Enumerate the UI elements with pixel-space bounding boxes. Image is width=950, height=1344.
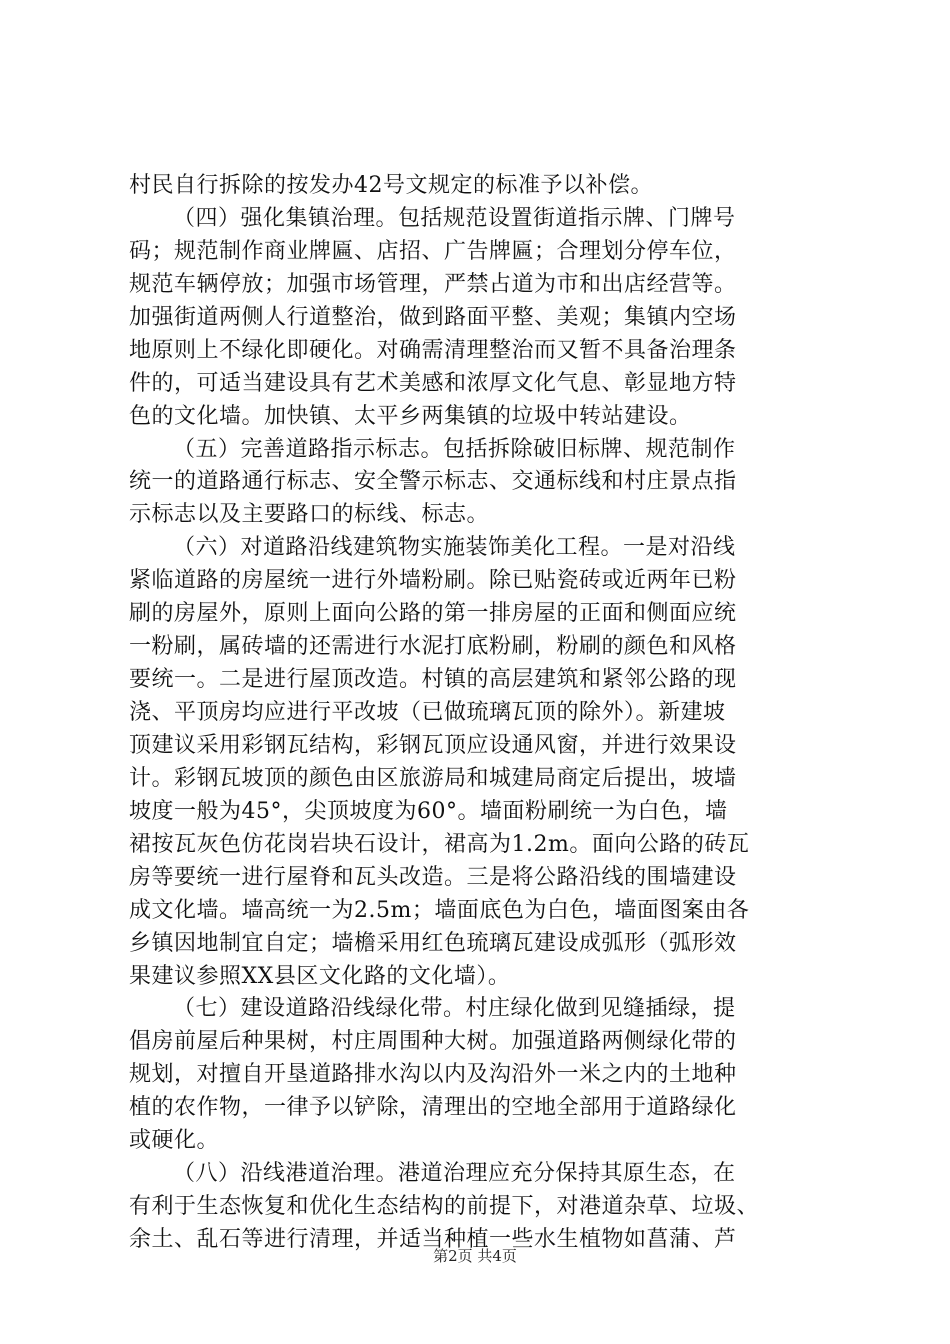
body-line: 示标志以及主要路口的标线、标志。: [129, 502, 490, 528]
body-line: 成文化墙。墙高统一为2.5m；墙面底色为白色，墙面图案由各: [129, 897, 750, 923]
body-line: 或硬化。: [129, 1128, 220, 1154]
body-line: 件的，可适当建设具有艺术美感和浓厚文化气息、彰显地方特: [129, 370, 737, 396]
body-line: 紧临道路的房屋统一进行外墙粉刷。除已贴瓷砖或近两年已粉: [129, 568, 737, 594]
body-line: 码；规范制作商业牌匾、店招、广告牌匾；合理划分停车位，: [129, 238, 737, 264]
body-line: 加强街道两侧人行道整治，做到路面平整、美观；集镇内空场: [129, 304, 737, 330]
paragraph-6-heading-line: （六）对道路沿线建筑物实施装饰美化工程。一是对沿线: [173, 535, 736, 561]
paragraph-8-heading-line: （八）沿线港道治理。港道治理应充分保持其原生态，在: [173, 1161, 736, 1187]
body-line: 植的农作物，一律予以铲除，清理出的空地全部用于道路绿化: [129, 1095, 737, 1121]
paragraph-5-heading-line: （五）完善道路指示标志。包括拆除破旧标牌、规范制作: [173, 436, 736, 462]
body-line: 房等要统一进行屋脊和瓦头改造。三是将公路沿线的围墙建设: [129, 864, 737, 890]
body-line: 顶建议采用彩钢瓦结构，彩钢瓦顶应设通风窗，并进行效果设: [129, 732, 737, 758]
body-line: 计。彩钢瓦坡顶的颜色由区旅游局和城建局商定后提出，坡墙: [129, 765, 737, 791]
body-line: 乡镇因地制宜自定；墙檐采用红色琉璃瓦建设成弧形（弧形效: [129, 930, 737, 956]
body-line: 浇、平顶房均应进行平改坡（已做琉璃瓦顶的除外）。新建坡: [129, 700, 726, 725]
body-line: 要统一。二是进行屋顶改造。村镇的高层建筑和紧邻公路的现: [129, 667, 737, 693]
page-number-label: 第2页 共4页: [433, 1247, 517, 1265]
body-line: 坡度一般为45°，尖顶坡度为60°。墙面粉刷统一为白色，墙: [129, 798, 728, 824]
body-line: 裙按瓦灰色仿花岗岩块石设计，裙高为1.2m。面向公路的砖瓦: [129, 831, 750, 857]
body-line: 统一的道路通行标志、安全警示标志、交通标线和村庄景点指: [129, 469, 737, 495]
body-line: 倡房前屋后种果树，村庄周围种大树。加强道路两侧绿化带的: [129, 1029, 737, 1055]
body-line: 规划，对擅自开垦道路排水沟以内及沟沿外一米之内的土地种: [129, 1062, 737, 1088]
paragraph-7-heading-line: （七）建设道路沿线绿化带。村庄绿化做到见缝插绿，提: [173, 996, 736, 1022]
body-line: 有利于生态恢复和优化生态结构的前提下，对港道杂草、垃圾、: [129, 1194, 760, 1220]
body-line: 地原则上不绿化即硬化。对确需清理整治而又暂不具备治理条: [129, 337, 737, 363]
page-footer: [0, 1245, 950, 1267]
body-line: 果建议参照XX县区文化路的文化墙）。: [129, 963, 511, 989]
document-body: [129, 170, 829, 1257]
body-line: 色的文化墙。加快镇、太平乡两集镇的垃圾中转站建设。: [129, 403, 692, 429]
body-line: 一粉刷，属砖墙的还需进行水泥打底粉刷，粉刷的颜色和风格: [129, 634, 737, 660]
body-line: 刷的房屋外，原则上面向公路的第一排房屋的正面和侧面应统: [129, 601, 737, 627]
body-line: 余土、乱石等进行清理，并适当种植一些水生植物如菖蒲、芦: [129, 1227, 737, 1252]
paragraph-4-heading-line: （四）强化集镇治理。包括规范设置街道指示牌、门牌号: [173, 205, 736, 231]
body-line: 村民自行拆除的按发办42号文规定的标准予以补偿。: [129, 173, 653, 198]
body-line: 规范车辆停放；加强市场管理，严禁占道为市和出店经营等。: [129, 271, 737, 297]
